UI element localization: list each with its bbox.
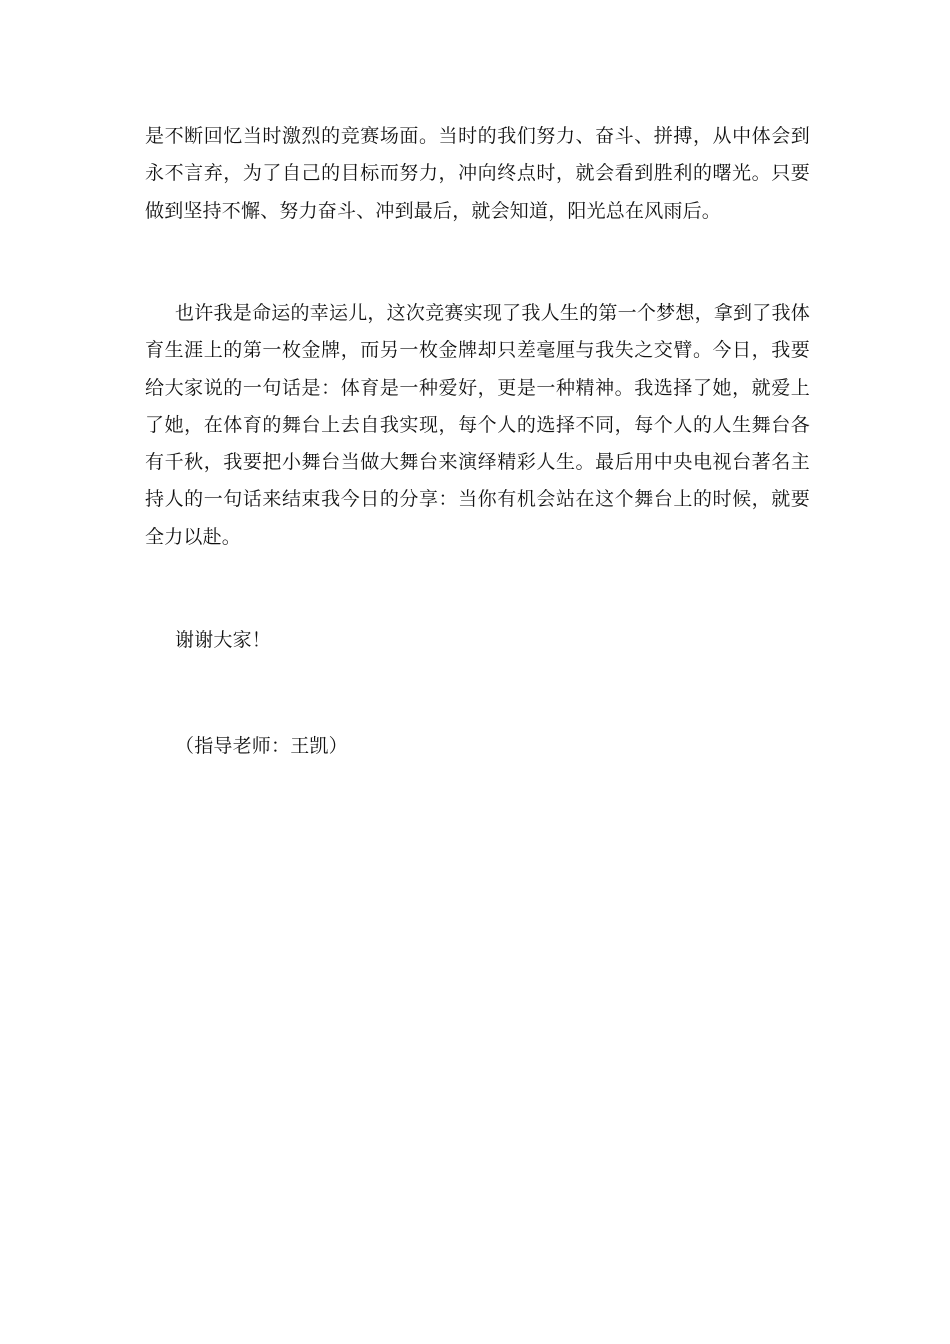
paragraph-first-gold-medal: 也许我是命运的幸运儿，这次竞赛实现了我人生的第一个梦想，拿到了我体育生涯上的第一枚金牌，而另一枚金牌却只差毫厘与我失之交臂。今日，我要给大家说的一句话是：体育是一种爱好，更是一种精神。我选择了她，就爱上了她，在体育的舞台上去自我实现，每个人的选择不同，每个人的人生舞台各有千秋，我要把小舞台当做大舞台来演绎精彩人生。最后用中央电视台著名主持人的一句话来结束我今日的分享：当你有机会站在这个舞台上的时候，就要全力以赴。 (145, 302, 810, 548)
paragraph-competition-memory: 是不断回忆当时激烈的竞赛场面。当时的我们努力、奋斗、拼搏，从中体会到永不言弃，为了自己的目标而努力，冲向终点时，就会看到胜利的曙光。只要做到坚持不懈、努力奋斗、冲到最后，就会知道，阳光总在风雨后。 (145, 125, 810, 222)
paragraph-instructor: （指导老师：王凯） (175, 735, 348, 757)
paragraph-thanks: 谢谢大家！ (175, 629, 272, 651)
